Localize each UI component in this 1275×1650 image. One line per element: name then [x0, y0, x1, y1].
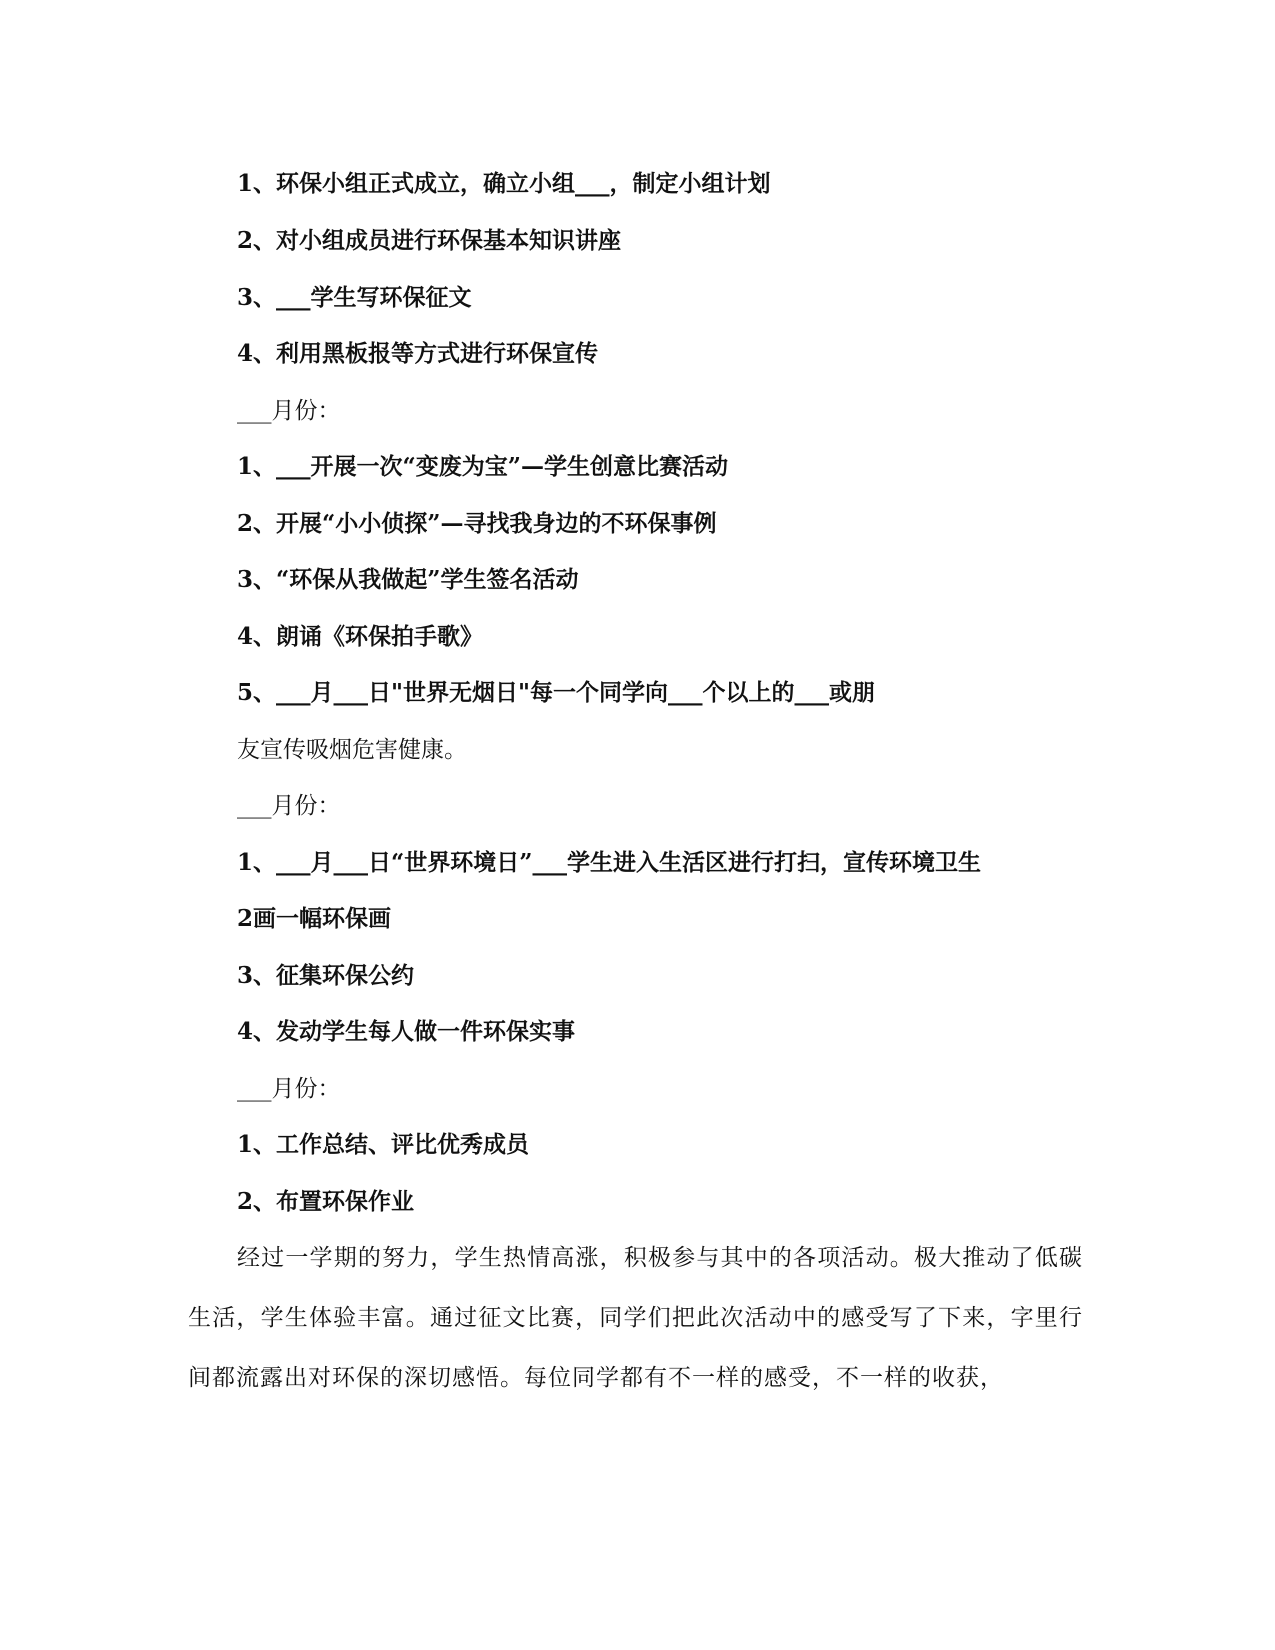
month-heading: ___月份：: [237, 1076, 341, 1102]
plan-item: 4、发动学生每人做一件环保实事: [237, 1018, 576, 1045]
plan-item: 3、___学生写环保征文: [237, 284, 472, 311]
plan-item: 1、环保小组正式成立，确立小组___，制定小组计划: [237, 170, 771, 197]
plan-item: 5、___月___日"世界无烟日"每一个同学向___个以上的___或朋: [237, 679, 875, 706]
plan-item: 1、___月___日“世界环境日”___学生进入生活区进行打扫，宣传环境卫生: [237, 849, 981, 876]
plan-item: 2画一幅环保画: [237, 905, 392, 932]
plan-item: 3、“环保从我做起”学生签名活动: [237, 566, 579, 593]
summary-paragraph: 经过一学期的努力，学生热情高涨，积极参与其中的各项活动。极大推动了低碳生活，学生体验丰富。通过征文比赛，同学们把此次活动中的感受写了下来，字里行间都流露出对环保的深切感悟。每位同学都有不一样的感受，不一样的收获，: [188, 1245, 1083, 1391]
plan-item: 2、布置环保作业: [237, 1188, 415, 1215]
plan-item: 2、开展“小小侦探”—寻找我身边的不环保事例: [237, 510, 717, 537]
month-heading: ___月份：: [237, 398, 341, 424]
plan-item: 3、征集环保公约: [237, 962, 415, 989]
month-heading: ___月份：: [237, 793, 341, 819]
plan-item: 1、工作总结、评比优秀成员: [237, 1131, 530, 1158]
plan-item-continuation: 友宣传吸烟危害健康。: [237, 737, 467, 763]
plan-item: 4、朗诵《环保拍手歌》: [237, 623, 484, 650]
plan-item: 2、对小组成员进行环保基本知识讲座: [237, 227, 622, 254]
plan-item: 4、利用黑板报等方式进行环保宣传: [237, 340, 599, 367]
plan-item: 1、___开展一次“变废为宝”—学生创意比赛活动: [237, 453, 728, 480]
